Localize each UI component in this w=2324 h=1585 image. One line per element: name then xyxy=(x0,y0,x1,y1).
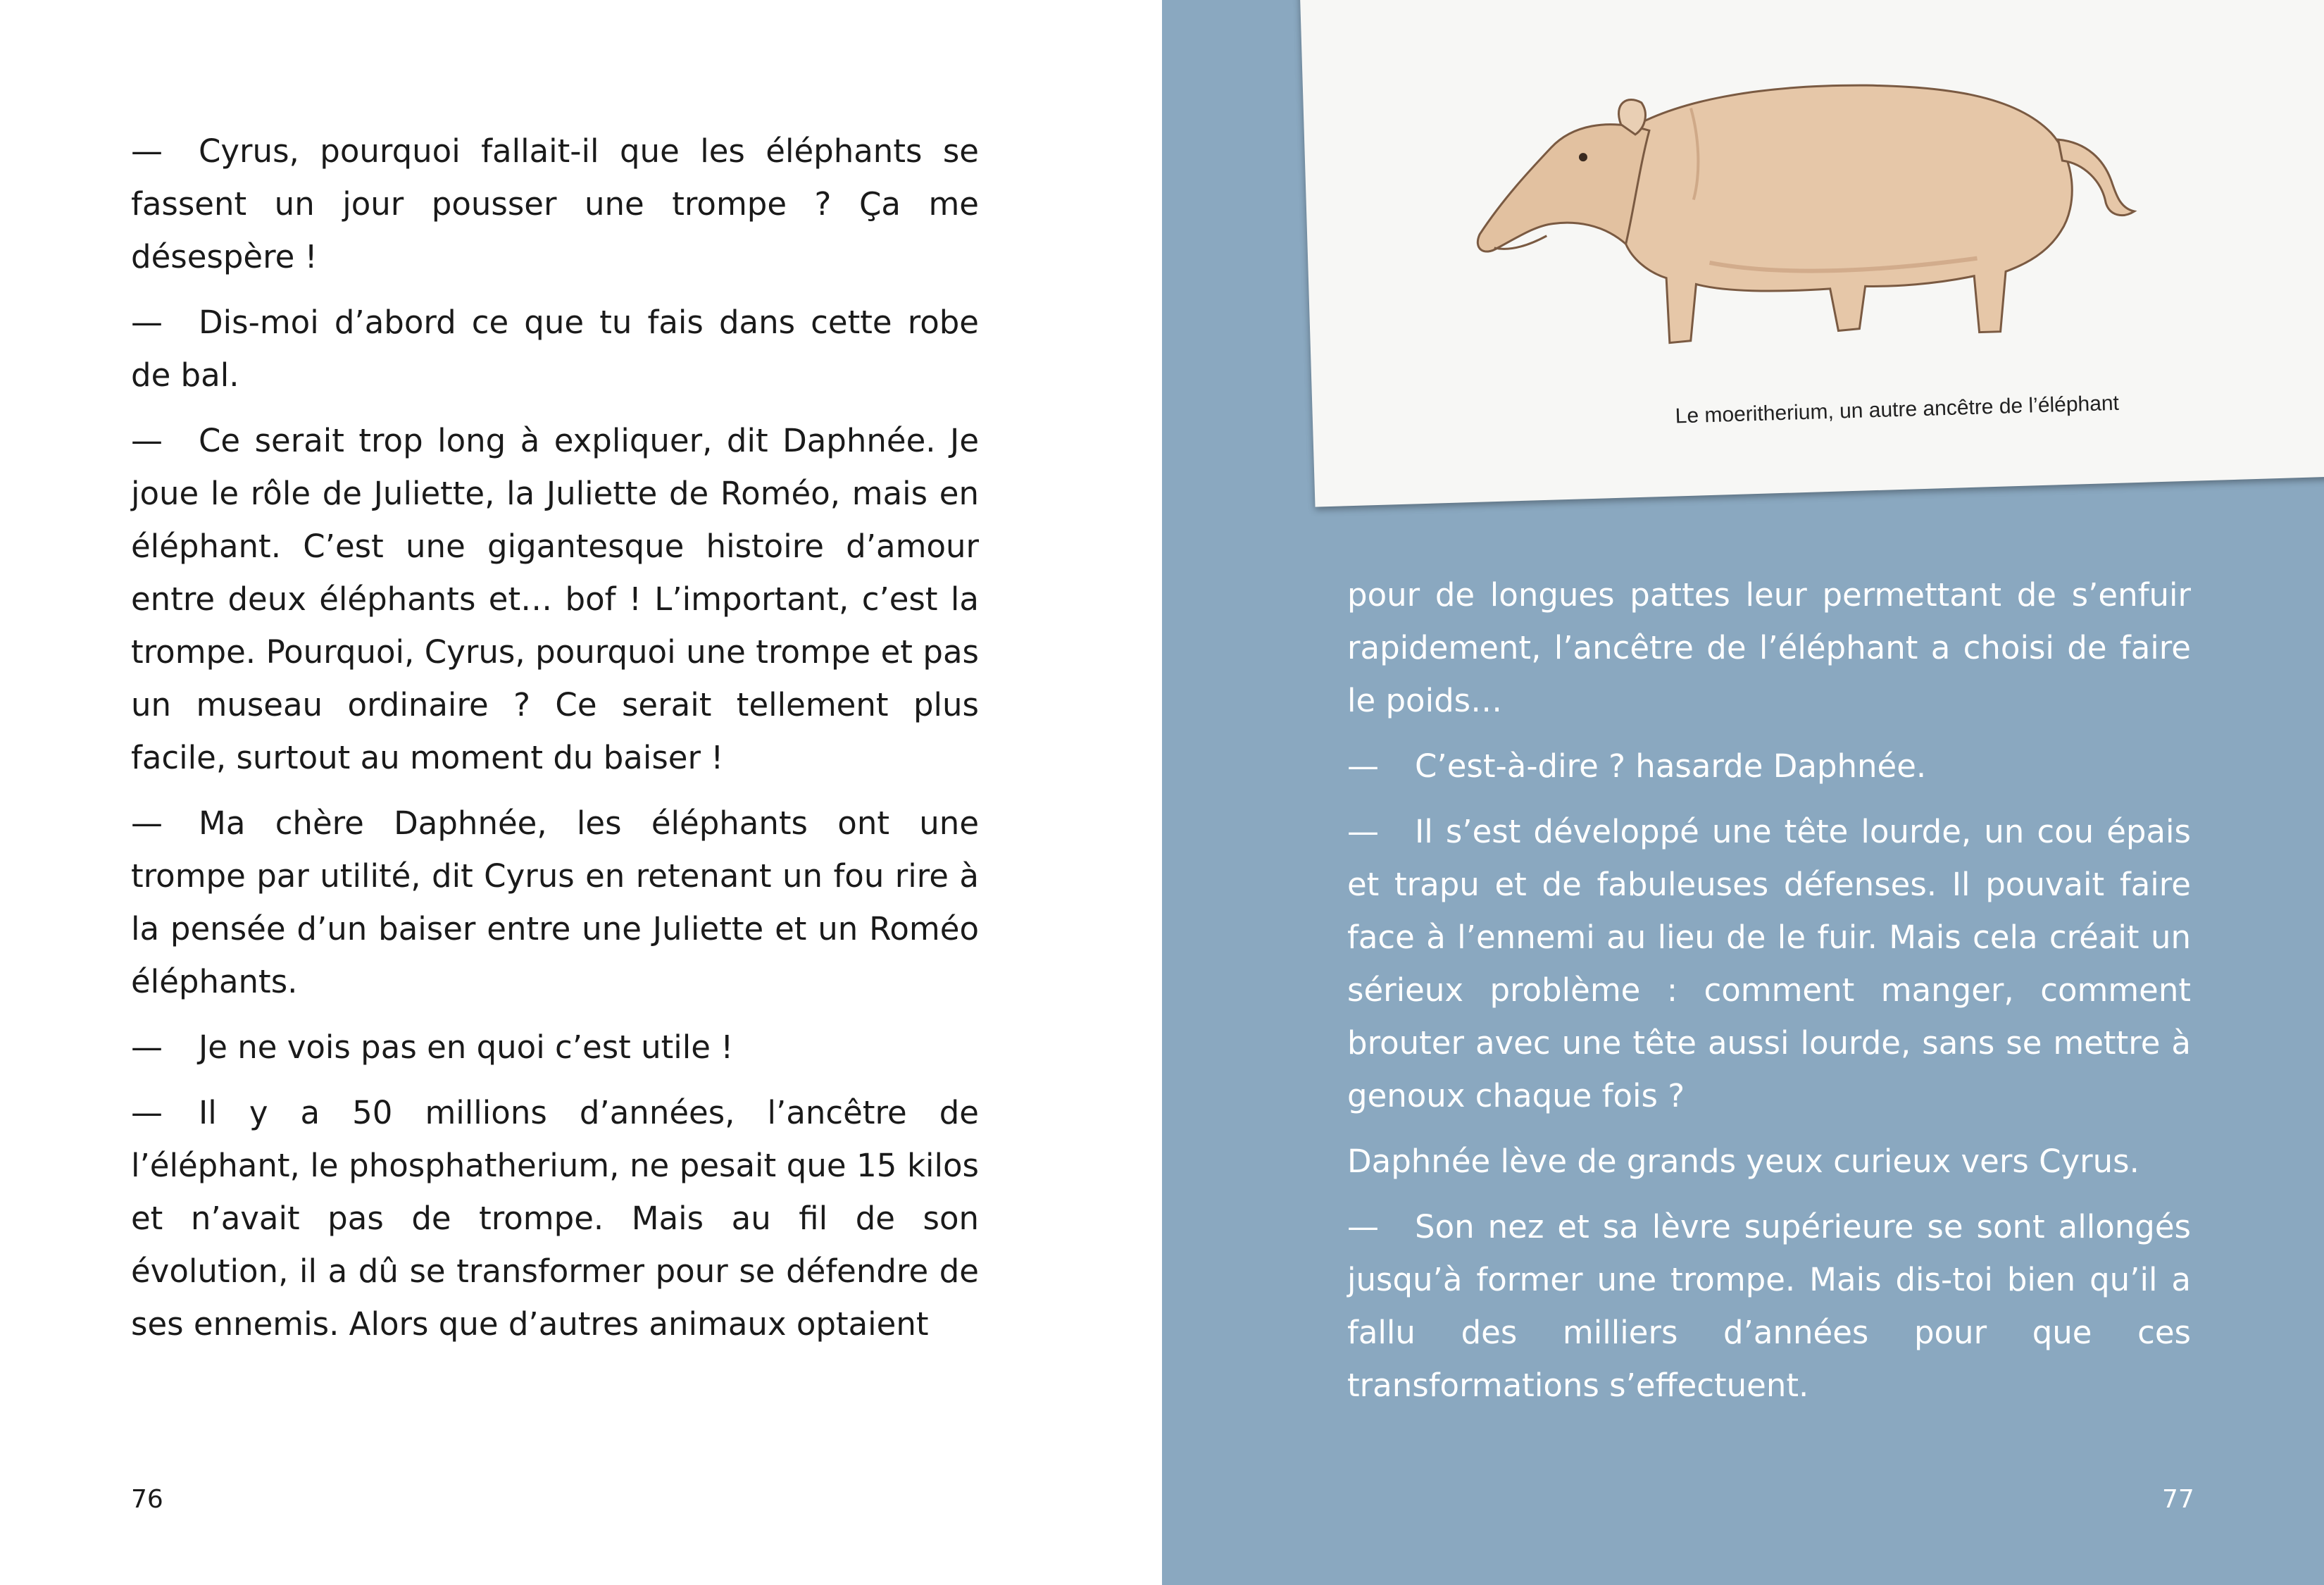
page-number-right: 77 xyxy=(2162,1485,2194,1514)
page-number-left: 76 xyxy=(131,1485,163,1514)
paragraph-text: Dis-moi d’abord ce que tu fais dans cette robe de bal. xyxy=(131,304,979,394)
dialogue-dash: — xyxy=(131,1094,163,1131)
animal-head xyxy=(1475,123,1653,251)
dialogue-dash: — xyxy=(131,304,163,341)
paragraph-text: Ma chère Daphnée, les éléphants ont une trompe par utilité, dit Cyrus en retenant un fou rire à la pensée d’un baiser entre une Juliette et un Roméo éléphants. xyxy=(131,804,979,1000)
dialogue-dash: — xyxy=(131,422,163,459)
paragraph xyxy=(131,414,979,784)
paragraph-text: pour de longues pattes leur permettant de s’enfuir rapidement, l’ancêtre de l’éléphant a choisi de faire le poids… xyxy=(1347,576,2191,719)
dialogue-dash: — xyxy=(1347,747,1379,785)
paragraph-text: Il s’est développé une tête lourde, un cou épais et trapu et de fabuleuses défenses. Il pouvait faire face à l’ennemi au lieu de le fuir. Mais cela créait un sérieux problème : comment manger, comment brouter avec une tête aussi lourde, sans se mettre à genoux chaque fois ? xyxy=(1347,813,2191,1114)
paragraph xyxy=(1347,568,2191,727)
paragraph xyxy=(131,125,979,283)
paragraph xyxy=(1347,1200,2191,1412)
paragraph xyxy=(1347,805,2191,1122)
paragraph xyxy=(131,1086,979,1350)
paragraph xyxy=(131,296,979,402)
paragraph-text: C’est-à-dire ? hasarde Daphnée. xyxy=(1415,747,1927,785)
dialogue-dash: — xyxy=(131,1028,163,1066)
paragraph-text: Il y a 50 millions d’années, l’ancêtre de l’éléphant, le phosphatherium, ne pesait que 15 kilos et n’avait pas de trompe. Mais au fil de son évolution, il a dû se transformer pour se défendre de ses ennemis. Alors que d’autres animaux optaient xyxy=(131,1094,979,1343)
paragraph-text: Daphnée lève de grands yeux curieux vers Cyrus. xyxy=(1347,1143,2139,1180)
dialogue-dash: — xyxy=(1347,1208,1379,1245)
paragraph xyxy=(131,1021,979,1074)
illustration-card xyxy=(1299,0,2324,507)
dialogue-dash: — xyxy=(131,804,163,842)
paragraph xyxy=(1347,740,2191,792)
illustration-caption: Le moeritherium, un autre ancêtre de l’éléphant xyxy=(1675,391,2120,428)
right-page-text xyxy=(1347,568,2191,1424)
dialogue-dash: — xyxy=(131,132,163,170)
paragraph xyxy=(131,797,979,1008)
animal-body xyxy=(1613,79,2076,344)
moeritherium-illustration xyxy=(1435,18,2150,404)
paragraph xyxy=(1347,1135,2191,1188)
paragraph-text: Je ne vois pas en quoi c’est utile ! xyxy=(199,1028,734,1066)
left-page-text xyxy=(131,125,979,1363)
dialogue-dash: — xyxy=(1347,813,1379,850)
paragraph-text: Son nez et sa lèvre supérieure se sont allongés jusqu’à former une trompe. Mais dis-toi bien qu’il a fallu des milliers d’années pour que ces transformations s’effectuent. xyxy=(1347,1208,2191,1404)
paragraph-text: Cyrus, pourquoi fallait-il que les éléphants se fassent un jour pousser une trompe ? Ça me désespère ! xyxy=(131,132,979,275)
paragraph-text: Ce serait trop long à expliquer, dit Daphnée. Je joue le rôle de Juliette, la Juliette de Roméo, mais en éléphant. C’est une gigantesque histoire d’amour entre deux éléphants et… bof ! L’important, c’est la trompe. Pourquoi, Cyrus, pourquoi une trompe et pas un museau ordinaire ? Ce serait tellement plus facile, surtout au moment du baiser ! xyxy=(131,422,979,776)
